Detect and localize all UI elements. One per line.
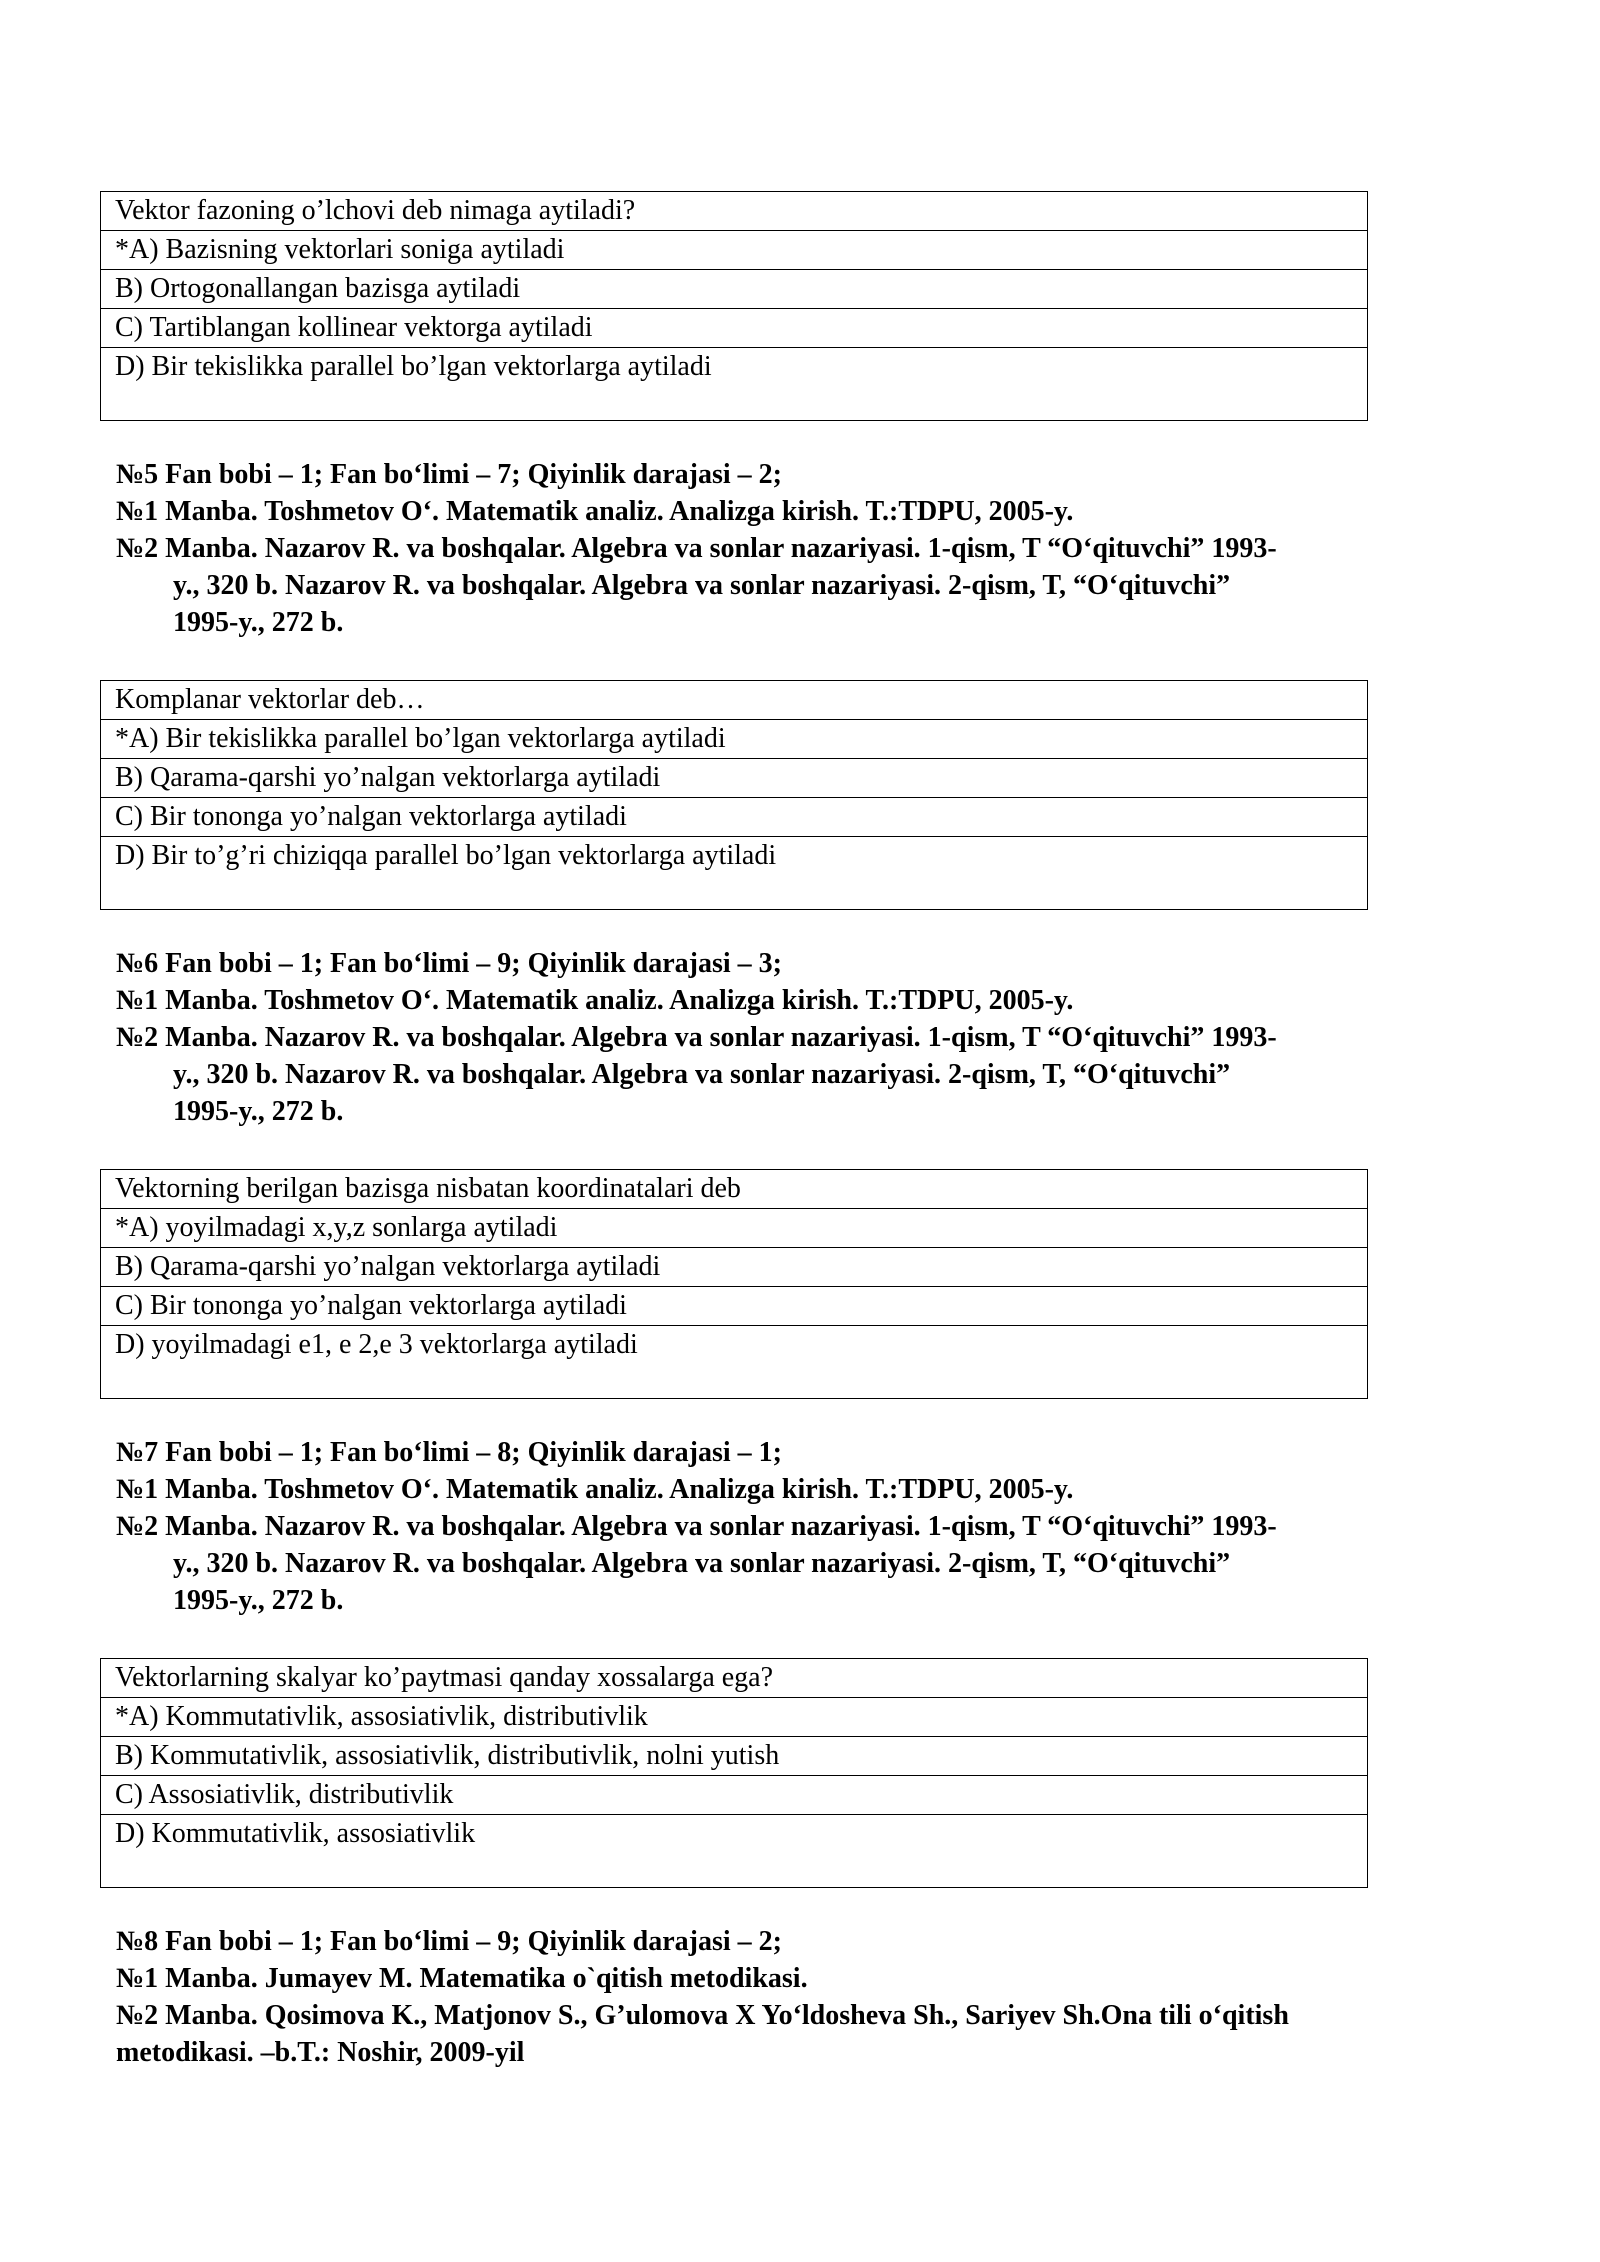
question-text: Vektorlarning skalyar ko’paytmasi qanday xossalarga ega? xyxy=(101,1659,1367,1698)
answer-b: B) Qarama-qarshi yo’nalgan vektorlarga aytiladi xyxy=(101,1248,1367,1287)
question-table xyxy=(100,680,1368,910)
answer-c: C) Assosiativlik, distributivlik xyxy=(101,1776,1367,1815)
answer-a: *A) yoyilmadagi x,y,z sonlarga aytiladi xyxy=(101,1209,1367,1248)
question-text: Komplanar vektorlar deb… xyxy=(101,681,1367,720)
meta-header: №6 Fan bobi – 1; Fan bo‘limi – 9; Qiyinlik darajasi – 3; xyxy=(116,948,782,979)
answer-a: *A) Kommutativlik, assosiativlik, distributivlik xyxy=(101,1698,1367,1737)
question-text: Vektorning berilgan bazisga nisbatan koordinatalari deb xyxy=(101,1170,1367,1209)
meta-source-1: №1 Manba. Toshmetov O‘. Matematik analiz. Analizga kirish. T.:TDPU, 2005-y. xyxy=(116,985,1074,1016)
question-meta xyxy=(116,1923,1516,2071)
meta-source-1: №1 Manba. Toshmetov O‘. Matematik analiz. Analizga kirish. T.:TDPU, 2005-y. xyxy=(116,1474,1074,1505)
question-table xyxy=(100,191,1368,421)
meta-header: №7 Fan bobi – 1; Fan bo‘limi – 8; Qiyinlik darajasi – 1; xyxy=(116,1437,782,1468)
meta-source-2-cont: y., 320 b. Nazarov R. va boshqalar. Algebra va sonlar nazariyasi. 2-qism, T, “O‘qituvchi” xyxy=(173,570,1231,601)
question-meta xyxy=(116,456,1516,641)
question-text: Vektor fazoning o’lchovi deb nimaga aytiladi? xyxy=(101,192,1367,231)
meta-header: №8 Fan bobi – 1; Fan bo‘limi – 9; Qiyinlik darajasi – 2; xyxy=(116,1926,782,1957)
meta-source-2-cont: 1995-y., 272 b. xyxy=(173,1096,344,1127)
answer-c: C) Bir tononga yo’nalgan vektorlarga aytiladi xyxy=(101,798,1367,837)
answer-d: D) Bir to’g’ri chiziqqa parallel bo’lgan vektorlarga aytiladi xyxy=(115,840,777,871)
answer-b: B) Ortogonallangan bazisga aytiladi xyxy=(101,270,1367,309)
question-table xyxy=(100,1169,1368,1399)
meta-source-1: №1 Manba. Toshmetov O‘. Matematik analiz. Analizga kirish. T.:TDPU, 2005-y. xyxy=(116,496,1074,527)
meta-source-2-cont: 1995-y., 272 b. xyxy=(173,1585,344,1616)
meta-source-2-cont: y., 320 b. Nazarov R. va boshqalar. Algebra va sonlar nazariyasi. 2-qism, T, “O‘qituvchi” xyxy=(173,1059,1231,1090)
meta-source-2-cont: metodikasi. –b.T.: Noshir, 2009-yil xyxy=(116,2037,525,2068)
meta-header: №5 Fan bobi – 1; Fan bo‘limi – 7; Qiyinlik darajasi – 2; xyxy=(116,459,782,490)
meta-source-2: №2 Manba. Qosimova K., Matjonov S., G’ulomova X Yo‘ldosheva Sh., Sariyev Sh.Ona tili o‘qitish xyxy=(116,2000,1289,2031)
answer-b: B) Kommutativlik, assosiativlik, distributivlik, nolni yutish xyxy=(101,1737,1367,1776)
answer-c: C) Bir tononga yo’nalgan vektorlarga aytiladi xyxy=(101,1287,1367,1326)
meta-source-2: №2 Manba. Nazarov R. va boshqalar. Algebra va sonlar nazariyasi. 1-qism, T “O‘qituvchi” 1993- xyxy=(116,1511,1277,1542)
meta-source-2-cont: 1995-y., 272 b. xyxy=(173,607,344,638)
answer-b: B) Qarama-qarshi yo’nalgan vektorlarga aytiladi xyxy=(101,759,1367,798)
answer-d: D) Kommutativlik, assosiativlik xyxy=(115,1818,476,1849)
meta-source-2: №2 Manba. Nazarov R. va boshqalar. Algebra va sonlar nazariyasi. 1-qism, T “O‘qituvchi” 1993- xyxy=(116,1022,1277,1053)
answer-d: D) yoyilmadagi e1, e 2,e 3 vektorlarga aytiladi xyxy=(115,1329,638,1360)
answer-c: C) Tartiblangan kollinear vektorga aytiladi xyxy=(101,309,1367,348)
meta-source-2: №2 Manba. Nazarov R. va boshqalar. Algebra va sonlar nazariyasi. 1-qism, T “O‘qituvchi” 1993- xyxy=(116,533,1277,564)
question-meta xyxy=(116,945,1516,1130)
answer-a: *A) Bir tekislikka parallel bo’lgan vektorlarga aytiladi xyxy=(101,720,1367,759)
question-table xyxy=(100,1658,1368,1888)
meta-source-1: №1 Manba. Jumayev M. Matematika o`qitish metodikasi. xyxy=(116,1963,808,1994)
answer-d: D) Bir tekislikka parallel bo’lgan vektorlarga aytiladi xyxy=(115,351,712,382)
question-meta xyxy=(116,1434,1516,1619)
meta-source-2-cont: y., 320 b. Nazarov R. va boshqalar. Algebra va sonlar nazariyasi. 2-qism, T, “O‘qituvchi” xyxy=(173,1548,1231,1579)
answer-a: *A) Bazisning vektorlari soniga aytiladi xyxy=(101,231,1367,270)
